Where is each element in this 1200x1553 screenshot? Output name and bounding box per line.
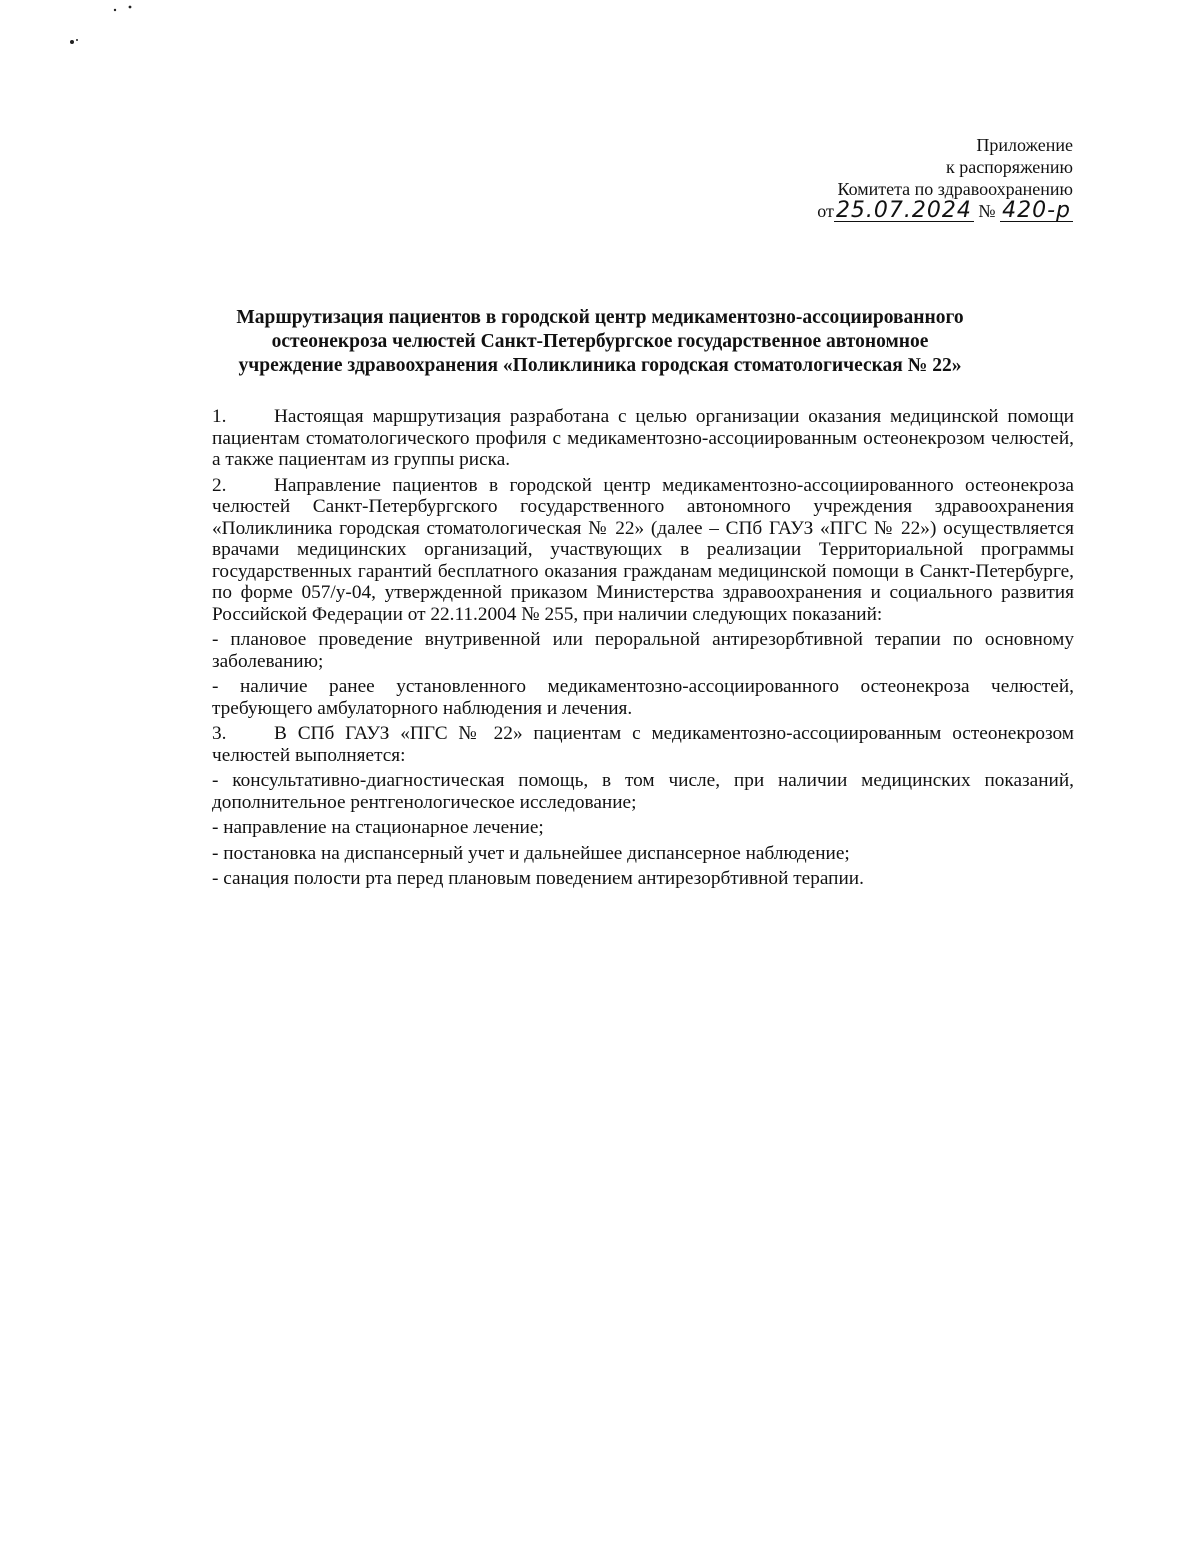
service-item: - постановка на диспансерный учет и дальнейшее диспансерное наблюдение; [212, 842, 850, 864]
title-line-3: учреждение здравоохранения «Поликлиника городская стоматологическая № 22» [238, 355, 962, 376]
indication-item: - наличие ранее установленного медикаментозно-ассоциированного остеонекроза челюстей, требующего амбулаторного наблюдения и лечения. [212, 676, 1074, 719]
paragraph-number: 3. [212, 723, 227, 744]
paragraph-number: 1. [212, 406, 227, 427]
paragraph-text: Настоящая маршрутизация разработана с целью организации оказания медицинской помощи пациентам стоматологического профиля с медикаментозно-ассоциированным остеонекрозом челюстей, а также пациентам из группы риска. [212, 406, 1074, 470]
title-line-2: остеонекроза челюстей Санкт-Петербургское государственное автономное [271, 331, 929, 352]
paragraph-number: 2. [212, 474, 227, 496]
paragraph-3 [212, 723, 1074, 766]
handwritten-number: 420-р [1002, 198, 1071, 223]
paragraph-text: В СПб ГАУЗ «ПГС № 22» пациентам с медикаментозно-ассоциированным остеонекрозом челюстей выполняется: [212, 723, 1074, 766]
document-title [150, 306, 1050, 378]
paragraph-text: Направление пациентов в городской центр медикаментозно-ассоциированного остеонекроза челюстей Санкт-Петербургского государственного автономного учреждения здравоохранения «Поликлиника городская стоматологическая № 22» (далее – СПб ГАУЗ «ПГС № 22») осуществляется врачами медицинских организаций, участвующих в реализации Территориальной программы государственных гарантий бесплатного оказания гражданам медицинской помощи в Санкт-Петербурге, по форме 057/у-04, утвержденной приказом Министерства здравоохранения и социального развития Российской Федерации от 22.11.2004 № 255, при наличии следующих показаний: [212, 474, 1074, 625]
order-reference: к распоряжению [945, 157, 1073, 177]
service-item: - консультативно-диагностическая помощь, в том числе, при наличии медицинских показаний, дополнительное рентгенологическое исследование; [212, 770, 1074, 813]
handwritten-date: 25.07.2024 [835, 198, 972, 223]
scan-specks [60, 0, 150, 60]
appendix-header [817, 134, 1073, 222]
number-prefix: № [978, 201, 996, 221]
paragraph-2 [212, 475, 1074, 626]
document-body [212, 406, 1074, 894]
paragraph-1 [212, 406, 1074, 471]
date-number-line [817, 200, 1073, 222]
service-item: - санация полости рта перед плановым поведением антирезорбтивной терапии. [212, 868, 864, 889]
title-line-1: Маршрутизация пациентов в городской центр медикаментозно-ассоциированного [236, 307, 964, 328]
appendix-label: Приложение [976, 135, 1073, 155]
indication-item: - плановое проведение внутривенной или пероральной антирезорбтивной терапии по основному заболеванию; [212, 629, 1074, 672]
committee-name: Комитета по здравоохранению [837, 179, 1073, 199]
date-prefix: от [817, 201, 834, 221]
service-item: - направление на стационарное лечение; [212, 817, 544, 838]
